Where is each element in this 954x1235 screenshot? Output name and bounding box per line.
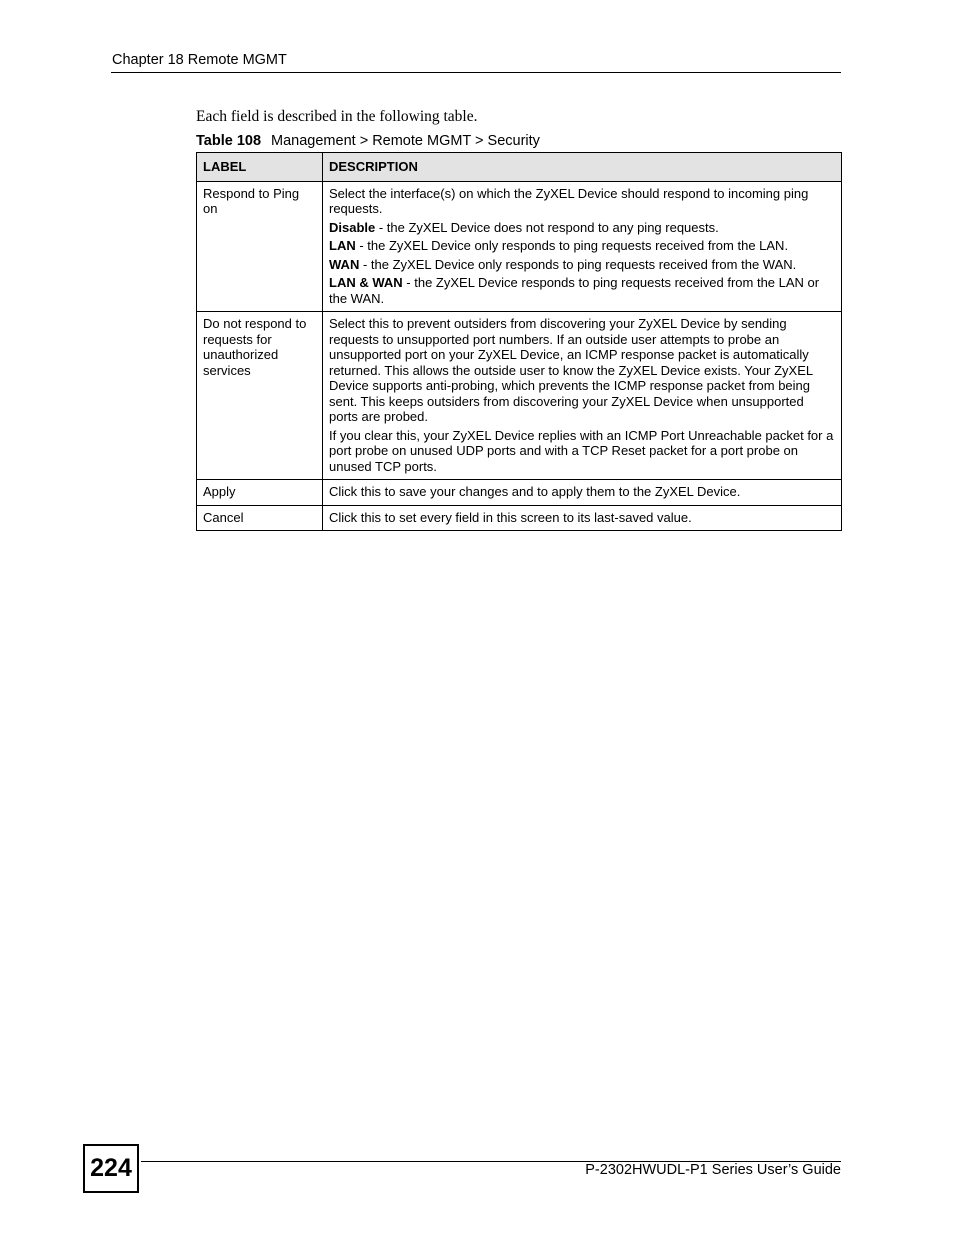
row-label: Do not respond to requests for unauthorized services — [197, 312, 323, 480]
column-header-description: DESCRIPTION — [323, 153, 842, 182]
column-header-label: LABEL — [197, 153, 323, 182]
description-keyword: LAN — [329, 238, 356, 253]
description-text: Click this to save your changes and to apply them to the ZyXEL Device. — [329, 484, 741, 499]
description-text: - the ZyXEL Device does not respond to any ping requests. — [375, 219, 719, 235]
description-text: If you clear this, your ZyXEL Device replies with an ICMP Port Unreachable packet for a port probe on unused UDP ports and with a TCP Reset packet for a port probe on unused TCP ports. — [329, 427, 834, 474]
table-title: Management > Remote MGMT > Security — [271, 133, 540, 149]
table-row — [197, 480, 842, 506]
table-caption — [196, 133, 540, 149]
row-label: Respond to Ping on — [197, 181, 323, 312]
chapter-header: Chapter 18 Remote MGMT — [112, 52, 287, 68]
row-description — [323, 181, 842, 312]
table-row — [197, 505, 842, 531]
description-text: Click this to set every field in this screen to its last-saved value. — [329, 509, 692, 525]
description-text: Select this to prevent outsiders from discovering your ZyXEL Device by sending requests to unsupported port numbers. If an outside user attempts to probe an unsupported port on your ZyXEL Device, an ICMP response packet is automatically returned. This allows the outside user to know the ZyXEL Device exists. Your ZyXEL Device supports anti-probing, which prevents the ICMP response packet from being sent. This keeps outsiders from discovering your ZyXEL Device when unsupported ports are probed. — [329, 316, 813, 424]
description-text: - the ZyXEL Device responds to ping requests received from the LAN or the WAN. — [329, 275, 820, 306]
table-row — [197, 181, 842, 312]
description-paragraph — [329, 484, 835, 500]
description-paragraph — [329, 257, 835, 273]
description-paragraph — [329, 275, 835, 306]
table-header-row — [197, 153, 842, 182]
page-number: 224 — [83, 1144, 139, 1193]
description-paragraph — [329, 220, 835, 236]
header-divider — [111, 72, 841, 73]
description-text: - the ZyXEL Device only responds to ping requests received from the WAN. — [359, 256, 797, 272]
description-keyword: Disable — [329, 219, 376, 235]
intro-text: Each field is described in the following table. — [196, 108, 478, 125]
description-text: Select the interface(s) on which the ZyXEL Device should respond to incoming ping requests. — [329, 185, 809, 216]
guide-title: P-2302HWUDL-P1 Series User’s Guide — [585, 1162, 841, 1178]
description-paragraph — [329, 510, 835, 526]
description-paragraph — [329, 238, 835, 254]
row-description — [323, 505, 842, 531]
description-text: - the ZyXEL Device only responds to ping requests received from the LAN. — [355, 238, 789, 253]
description-paragraph — [329, 428, 835, 475]
row-description — [323, 480, 842, 506]
description-paragraph — [329, 316, 835, 425]
row-description — [323, 312, 842, 480]
field-description-table — [196, 152, 842, 531]
description-keyword: WAN — [329, 256, 360, 272]
table-number: Table 108 — [196, 133, 262, 149]
row-label: Cancel — [197, 505, 323, 531]
row-label: Apply — [197, 480, 323, 506]
description-paragraph — [329, 186, 835, 217]
table-row — [197, 312, 842, 480]
description-keyword: LAN & WAN — [329, 275, 403, 290]
